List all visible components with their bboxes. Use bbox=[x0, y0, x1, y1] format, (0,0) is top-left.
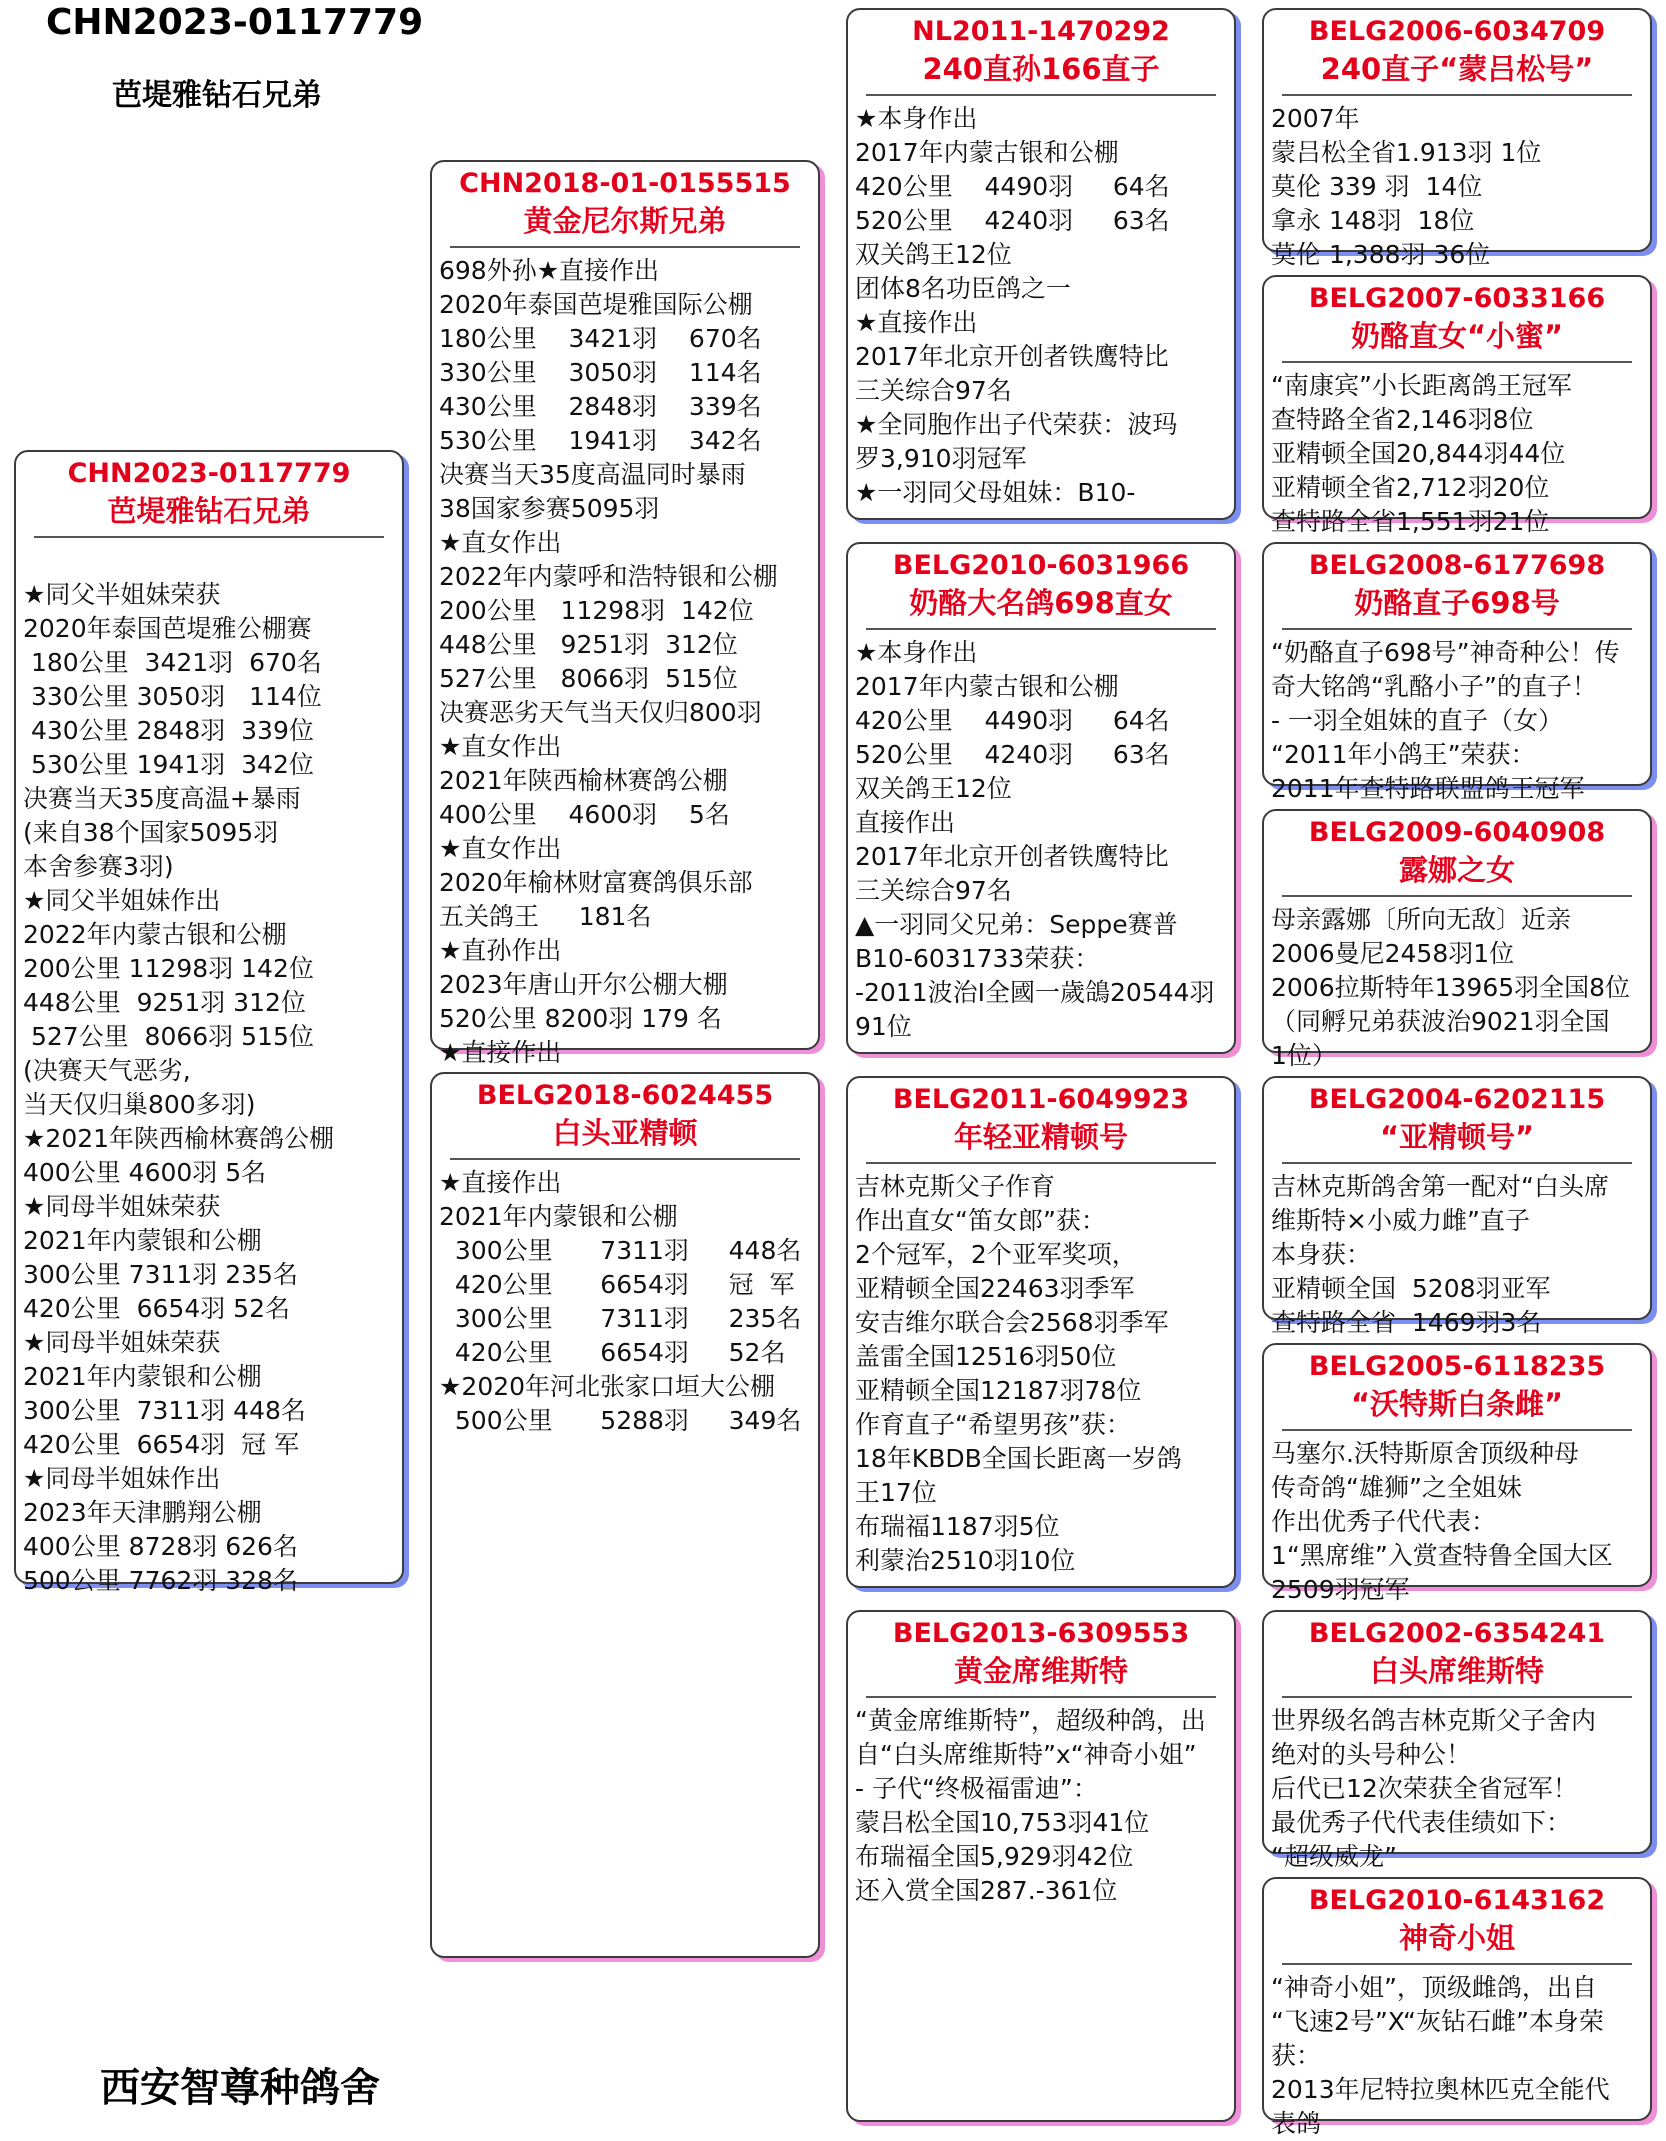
achievement-line: 400公里 4600羽 5名 bbox=[439, 800, 730, 829]
card-body bbox=[1264, 96, 1650, 272]
card-header bbox=[848, 10, 1234, 88]
achievement-line: 自“白头席维斯特”x“神奇小姐” bbox=[855, 1740, 1197, 1769]
achievement-line: 蒙吕松全国10,753羽41位 bbox=[855, 1808, 1150, 1837]
pigeon-name: 芭堤雅钻石兄弟 bbox=[107, 494, 311, 528]
pedigree-card-ssd[interactable] bbox=[1262, 275, 1652, 536]
card-header bbox=[1264, 1078, 1650, 1156]
achievement-line: 530公里 1941羽 342位 bbox=[23, 750, 314, 779]
achievement-line: 获： bbox=[1271, 2041, 1322, 2070]
pigeon-name: 黄金尼尔斯兄弟 bbox=[523, 204, 727, 238]
card-body bbox=[432, 1160, 818, 1438]
ring-number: BELG2006-6034709 bbox=[1308, 16, 1606, 47]
ring-number: BELG2013-6309553 bbox=[892, 1618, 1190, 1649]
pigeon-name: 240直孙166直子 bbox=[922, 52, 1160, 86]
achievement-line: ★本身作出 bbox=[855, 104, 978, 133]
achievement-line: 300公里 7311羽 235名 bbox=[23, 1260, 298, 1289]
achievement-line: “飞速2号”X“灰钻石雌”本身荣 bbox=[1271, 2007, 1604, 2036]
achievement-line: 吉林克斯鸽舍第一配对“白头席 bbox=[1271, 1172, 1609, 1201]
pedigree-card-subject[interactable] bbox=[14, 450, 404, 1595]
ring-number: BELG2004-6202115 bbox=[1308, 1084, 1606, 1115]
achievement-line: 维斯特×小威力雌”直子 bbox=[1271, 1206, 1530, 1235]
pigeon-name: 奶酪直女“小蜜” bbox=[1350, 319, 1564, 353]
pigeon-name: 露娜之女 bbox=[1398, 853, 1515, 887]
achievement-line: 430公里 2848羽 339名 bbox=[439, 392, 762, 421]
achievement-line: ★同父半姐妹作出 bbox=[23, 886, 221, 915]
achievement-line: 决赛当天35度高温同时暴雨 bbox=[439, 460, 746, 489]
pigeon-name: 神奇小姐 bbox=[1398, 1921, 1515, 1955]
pedigree-card-dss[interactable] bbox=[1262, 1076, 1652, 1337]
achievement-line: 查特路全省1,551羽21位 bbox=[1271, 507, 1550, 536]
achievement-line: 2022年内蒙呼和浩特银和公棚 bbox=[439, 562, 778, 591]
achievement-line: 拿永 148羽 18位 bbox=[1271, 206, 1475, 235]
card-header bbox=[1264, 1879, 1650, 1957]
achievement-line: 亚精顿全国22463羽季军 bbox=[855, 1274, 1135, 1303]
card-header bbox=[848, 1612, 1234, 1690]
achievement-line: ★直接作出 bbox=[855, 308, 978, 337]
card-header bbox=[432, 1074, 818, 1152]
card-header bbox=[1264, 1612, 1650, 1690]
achievement-line: 双关鸽王12位 bbox=[855, 774, 1012, 803]
achievement-line: 200公里 11298羽 142位 bbox=[23, 954, 314, 983]
achievement-line: 18年KBDB全国长距离一岁鸽 bbox=[855, 1444, 1182, 1473]
achievement-line: 亚精顿全国20,844羽44位 bbox=[1271, 439, 1566, 468]
achievement-line: 2017年北京开创者铁鹰特比 bbox=[855, 342, 1169, 371]
pedigree-card-sds[interactable] bbox=[1262, 542, 1652, 803]
achievement-line: 奇大铭鸽“乳酪小子”的直子！ bbox=[1271, 672, 1597, 701]
card-header bbox=[1264, 1345, 1650, 1423]
achievement-line: 200公里 11298羽 142位 bbox=[439, 596, 754, 625]
achievement-line: 2017年内蒙古银和公棚 bbox=[855, 138, 1119, 167]
achievement-line: “超级威龙” bbox=[1271, 1842, 1397, 1871]
achievement-line: 448公里 9251羽 312位 bbox=[23, 988, 306, 1017]
pigeon-name: 黄金席维斯特 bbox=[953, 1654, 1128, 1688]
achievement-line: 1“黑席维”入赏查特鲁全国大区 bbox=[1271, 1541, 1613, 1570]
achievement-line: 330公里 3050羽 114位 bbox=[23, 682, 322, 711]
achievement-line: 直接作出 bbox=[855, 808, 956, 837]
achievement-line: 五关鸽王 181名 bbox=[439, 902, 652, 931]
achievement-line: 330公里 3050羽 114名 bbox=[439, 358, 762, 387]
card-body bbox=[1264, 897, 1650, 1073]
card-body bbox=[1264, 1698, 1650, 1874]
achievement-line: 双关鸽王12位 bbox=[855, 240, 1012, 269]
card-header bbox=[848, 1078, 1234, 1156]
ring-number: BELG2009-6040908 bbox=[1308, 817, 1606, 848]
achievement-line: ★同母半姐妹荣获 bbox=[23, 1192, 221, 1221]
achievement-line: 91位 bbox=[855, 1012, 912, 1041]
achievement-line: 527公里 8066羽 515位 bbox=[439, 664, 738, 693]
achievement-line: (来自38个国家5095羽 bbox=[23, 818, 279, 847]
pigeon-name: “亚精顿号” bbox=[1379, 1120, 1535, 1154]
achievement-line: （同孵兄弟获波治9021羽全国 bbox=[1271, 1007, 1610, 1036]
achievement-line: -2011波治I全國一歲鴿20544羽 bbox=[855, 978, 1215, 1007]
achievement-line: 布瑞福全国5,929羽42位 bbox=[855, 1842, 1134, 1871]
pigeon-name: 240直子“蒙吕松号” bbox=[1320, 52, 1594, 86]
achievement-line: 2017年北京开创者铁鹰特比 bbox=[855, 842, 1169, 871]
ring-number: BELG2005-6118235 bbox=[1308, 1351, 1606, 1382]
card-body bbox=[848, 96, 1234, 510]
achievement-line: 亚精顿全国 5208羽亚军 bbox=[1271, 1274, 1551, 1303]
achievement-line: ★同母半姐妹作出 bbox=[23, 1464, 221, 1493]
card-body bbox=[1264, 1164, 1650, 1340]
card-body bbox=[432, 248, 818, 1070]
achievement-line: ▲一羽同父兄弟：Seppe赛普 bbox=[855, 910, 1178, 939]
card-header bbox=[432, 162, 818, 240]
ring-number: CHN2023-0117779 bbox=[67, 458, 351, 489]
achievement-line: 2020年泰国芭堤雅国际公棚 bbox=[439, 290, 753, 319]
achievement-line: ★直接作出 bbox=[439, 1168, 562, 1197]
achievement-line: 2023年天津鹏翔公棚 bbox=[23, 1498, 262, 1527]
card-body bbox=[1264, 630, 1650, 806]
achievement-line: B10-6031733荣获： bbox=[855, 944, 1100, 973]
ring-number: BELG2018-6024455 bbox=[476, 1080, 774, 1111]
card-header bbox=[1264, 10, 1650, 88]
achievement-line: 530公里 1941羽 342名 bbox=[439, 426, 762, 455]
achievement-line: ★同母半姐妹荣获 bbox=[23, 1328, 221, 1357]
card-body bbox=[16, 538, 402, 1598]
achievement-line: 698外孙★直接作出 bbox=[439, 256, 660, 285]
achievement-line: 表鸽 bbox=[1271, 2109, 1322, 2138]
achievement-line: 527公里 8066羽 515位 bbox=[23, 1022, 314, 1051]
achievement-line: 2023年唐山开尔公棚大棚 bbox=[439, 970, 728, 999]
achievement-line: ★直接作出 bbox=[439, 1038, 562, 1067]
achievement-line: ★一羽同父母姐妹：B10- bbox=[855, 478, 1136, 507]
pedigree-card-dsd[interactable] bbox=[1262, 1343, 1652, 1604]
achievement-line: 2021年内蒙银和公棚 bbox=[23, 1362, 262, 1391]
pedigree-card-sire-sire[interactable] bbox=[846, 8, 1236, 520]
card-body bbox=[848, 1698, 1234, 1908]
achievement-line: 300公里 7311羽 448名 bbox=[439, 1236, 802, 1265]
pigeon-name: “沃特斯白条雌” bbox=[1350, 1387, 1564, 1421]
achievement-line: ★直女作出 bbox=[439, 528, 562, 557]
achievement-line: 520公里 4240羽 63名 bbox=[855, 206, 1170, 235]
ring-number: CHN2018-01-0155515 bbox=[459, 168, 791, 199]
pedigree-card-dam[interactable] bbox=[430, 1072, 820, 1958]
pigeon-name: 白头席维斯特 bbox=[1369, 1654, 1544, 1688]
card-header bbox=[16, 452, 402, 530]
achievement-line: ★2021年陕西榆林赛鸽公棚 bbox=[23, 1124, 335, 1153]
achievement-line: 最优秀子代代表佳绩如下： bbox=[1271, 1808, 1572, 1837]
pedigree-card-sss[interactable] bbox=[1262, 8, 1652, 269]
ring-number: BELG2011-6049923 bbox=[892, 1084, 1190, 1115]
achievement-line: 180公里 3421羽 670名 bbox=[439, 324, 762, 353]
achievement-line: 罗3,910羽冠军 bbox=[855, 444, 1027, 473]
achievement-line: ★同父半姐妹荣获 bbox=[23, 580, 221, 609]
achievement-line: ★直女作出 bbox=[439, 834, 562, 863]
achievement-line: - 子代“终极福雷迪”： bbox=[855, 1774, 1098, 1803]
achievement-line: 世界级名鸽吉林克斯父子舍内 bbox=[1271, 1706, 1597, 1735]
achievement-line: 决赛当天35度高温+暴雨 bbox=[23, 784, 301, 813]
achievement-line: “2011年小鸽王”荣获： bbox=[1271, 740, 1536, 769]
pedigree-card-dds[interactable] bbox=[1262, 1610, 1652, 1871]
achievement-line: 2017年内蒙古银和公棚 bbox=[855, 672, 1119, 701]
pedigree-card-sdd[interactable] bbox=[1262, 809, 1652, 1070]
achievement-line: 三关综合97名 bbox=[855, 376, 1012, 405]
achievement-line: 38国家参赛5095羽 bbox=[439, 494, 660, 523]
achievement-line: 2022年内蒙古银和公棚 bbox=[23, 920, 287, 949]
achievement-line: 420公里 6654羽 冠 军 bbox=[23, 1430, 300, 1459]
achievement-line: 420公里 6654羽 52名 bbox=[23, 1294, 290, 1323]
achievement-line: 400公里 4600羽 5名 bbox=[23, 1158, 267, 1187]
ring-number: BELG2008-6177698 bbox=[1308, 550, 1606, 581]
card-header bbox=[848, 544, 1234, 622]
header-pigeon-name: 芭堤雅钻石兄弟 bbox=[112, 78, 322, 113]
achievement-line: 420公里 6654羽 冠 军 bbox=[439, 1270, 795, 1299]
achievement-line bbox=[23, 544, 402, 578]
achievement-line: 莫伦 1,388羽 36位 bbox=[1271, 240, 1491, 269]
achievement-line: 2006拉斯特年13965羽全国8位 bbox=[1271, 973, 1631, 1002]
achievement-line: 2021年内蒙银和公棚 bbox=[439, 1202, 678, 1231]
achievement-line: ★直女作出 bbox=[439, 732, 562, 761]
card-body bbox=[1264, 1431, 1650, 1607]
achievement-line: 利蒙治2510羽10位 bbox=[855, 1546, 1076, 1575]
achievement-line: 亚精顿全省2,712羽20位 bbox=[1271, 473, 1550, 502]
achievement-line: 当天仅归巢800多羽) bbox=[23, 1090, 256, 1119]
achievement-line: 180公里 3421羽 670名 bbox=[23, 648, 322, 677]
achievement-line: 莫伦 339 羽 14位 bbox=[1271, 172, 1483, 201]
ring-number: BELG2010-6031966 bbox=[892, 550, 1190, 581]
achievement-line: 448公里 9251羽 312位 bbox=[439, 630, 738, 659]
pigeon-name: 白头亚精顿 bbox=[552, 1116, 698, 1150]
achievement-line: ★直孙作出 bbox=[439, 936, 562, 965]
achievement-line: 420公里 4490羽 64名 bbox=[855, 706, 1170, 735]
loft-name-footer: 西安智尊种鸽舍 bbox=[100, 2065, 380, 2111]
achievement-line: 作出优秀子代代表： bbox=[1271, 1507, 1497, 1536]
pedigree-card-dam-sire[interactable] bbox=[846, 1076, 1236, 1588]
achievement-line: 2021年内蒙银和公棚 bbox=[23, 1226, 262, 1255]
ring-number: BELG2010-6143162 bbox=[1308, 1885, 1606, 1916]
achievement-line: 2011年查特路联盟鸽王冠军 bbox=[1271, 774, 1585, 803]
achievement-line: 作出直女“笛女郎”获： bbox=[855, 1206, 1106, 1235]
pedigree-card-dam-dam[interactable] bbox=[846, 1610, 1236, 2122]
achievement-line: 2509羽冠军 bbox=[1271, 1575, 1410, 1604]
ring-number: BELG2002-6354241 bbox=[1308, 1618, 1606, 1649]
achievement-line: 布瑞福1187羽5位 bbox=[855, 1512, 1060, 1541]
achievement-line: 母亲露娜〔所向无敌〕近亲 bbox=[1271, 905, 1572, 934]
achievement-line: 420公里 6654羽 52名 bbox=[439, 1338, 786, 1367]
achievement-line: 本身获： bbox=[1271, 1240, 1372, 1269]
achievement-line: 500公里 7762羽 328名 bbox=[23, 1566, 298, 1595]
achievement-line: (决赛天气恶劣, bbox=[23, 1056, 191, 1085]
achievement-line: 后代已12次荣获全省冠军！ bbox=[1271, 1774, 1578, 1803]
achievement-line: 还入赏全国287.-361位 bbox=[855, 1876, 1118, 1905]
achievement-line: 本舍参赛3羽) bbox=[23, 852, 174, 881]
achievement-line: ★全同胞作出子代荣获：波玛 bbox=[855, 410, 1178, 439]
achievement-line: 2021年陕西榆林赛鸽公棚 bbox=[439, 766, 728, 795]
achievement-line: 查特路全省 1469羽3名 bbox=[1271, 1308, 1542, 1337]
achievement-line: 盖雷全国12516羽50位 bbox=[855, 1342, 1117, 1371]
achievement-line: 马塞尔.沃特斯原舍顶级种母 bbox=[1271, 1439, 1579, 1468]
achievement-line: 决赛恶劣天气当天仅归800羽 bbox=[439, 698, 762, 727]
achievement-line: 作育直子“希望男孩”获： bbox=[855, 1410, 1131, 1439]
pedigree-card-sire-dam[interactable] bbox=[846, 542, 1236, 1054]
achievement-line: - 一羽全姐妹的直子（女） bbox=[1271, 706, 1563, 735]
card-body bbox=[1264, 363, 1650, 539]
achievement-line: 三关综合97名 bbox=[855, 876, 1012, 905]
achievement-line: 430公里 2848羽 339位 bbox=[23, 716, 314, 745]
card-header bbox=[1264, 544, 1650, 622]
achievement-line: 绝对的头号种公！ bbox=[1271, 1740, 1472, 1769]
pigeon-name: 奶酪直子698号 bbox=[1354, 586, 1560, 620]
achievement-line: 查特路全省2,146羽8位 bbox=[1271, 405, 1534, 434]
achievement-line: “黄金席维斯特”，超级种鸽，出 bbox=[855, 1706, 1206, 1735]
ring-number: BELG2007-6033166 bbox=[1308, 283, 1606, 314]
card-body bbox=[848, 630, 1234, 1044]
achievement-line: 300公里 7311羽 448名 bbox=[23, 1396, 306, 1425]
pigeon-name: 奶酪大名鸽698直女 bbox=[909, 586, 1173, 620]
header-ring-number: CHN2023-0117779 bbox=[46, 2, 424, 43]
achievement-line: 吉林克斯父子作育 bbox=[855, 1172, 1056, 1201]
achievement-line: “神奇小姐”，顶级雌鸽，出自 bbox=[1271, 1973, 1597, 2002]
pedigree-card-sire[interactable] bbox=[430, 160, 820, 1067]
card-body bbox=[1264, 1965, 1650, 2141]
achievement-line: 420公里 4490羽 64名 bbox=[855, 172, 1170, 201]
achievement-line: 传奇鸽“雄狮”之全姐妹 bbox=[1271, 1473, 1522, 1502]
achievement-line: 520公里 4240羽 63名 bbox=[855, 740, 1170, 769]
achievement-line: 2006曼尼2458羽1位 bbox=[1271, 939, 1515, 968]
achievement-line: ★本身作出 bbox=[855, 638, 978, 667]
achievement-line: 2个冠军，2个亚军奖项， bbox=[855, 1240, 1137, 1269]
achievement-line: 蒙吕松全省1.913羽 1位 bbox=[1271, 138, 1542, 167]
pedigree-card-ddd[interactable] bbox=[1262, 1877, 1652, 2138]
achievement-line: 团体8名功臣鸽之一 bbox=[855, 274, 1071, 303]
card-header bbox=[1264, 277, 1650, 355]
achievement-line: 王17位 bbox=[855, 1478, 937, 1507]
achievement-line: 安吉维尔联合会2568羽季军 bbox=[855, 1308, 1169, 1337]
achievement-line: 400公里 8728羽 626名 bbox=[23, 1532, 298, 1561]
achievement-line: 300公里 7311羽 235名 bbox=[439, 1304, 802, 1333]
achievement-line: 亚精顿全国12187羽78位 bbox=[855, 1376, 1142, 1405]
card-header bbox=[1264, 811, 1650, 889]
card-body bbox=[848, 1164, 1234, 1578]
achievement-line: 2020年榆林财富赛鸽俱乐部 bbox=[439, 868, 753, 897]
achievement-line: 2020年泰国芭堤雅公棚赛 bbox=[23, 614, 312, 643]
achievement-line: “南康宾”小长距离鸽王冠军 bbox=[1271, 371, 1572, 400]
achievement-line: “奶酪直子698号”神奇种公！传 bbox=[1271, 638, 1620, 667]
achievement-line: 2013年尼特拉奥林匹克全能代 bbox=[1271, 2075, 1610, 2104]
pigeon-name: 年轻亚精顿号 bbox=[953, 1120, 1128, 1154]
ring-number: NL2011-1470292 bbox=[912, 16, 1170, 47]
achievement-line: ★2020年河北张家口垣大公棚 bbox=[439, 1372, 776, 1401]
achievement-line: 500公里 5288羽 349名 bbox=[439, 1406, 802, 1435]
achievement-line: 520公里 8200羽 179 名 bbox=[439, 1004, 722, 1033]
achievement-line: 1位） bbox=[1271, 1041, 1337, 1070]
achievement-line: 2007年 bbox=[1271, 104, 1360, 133]
